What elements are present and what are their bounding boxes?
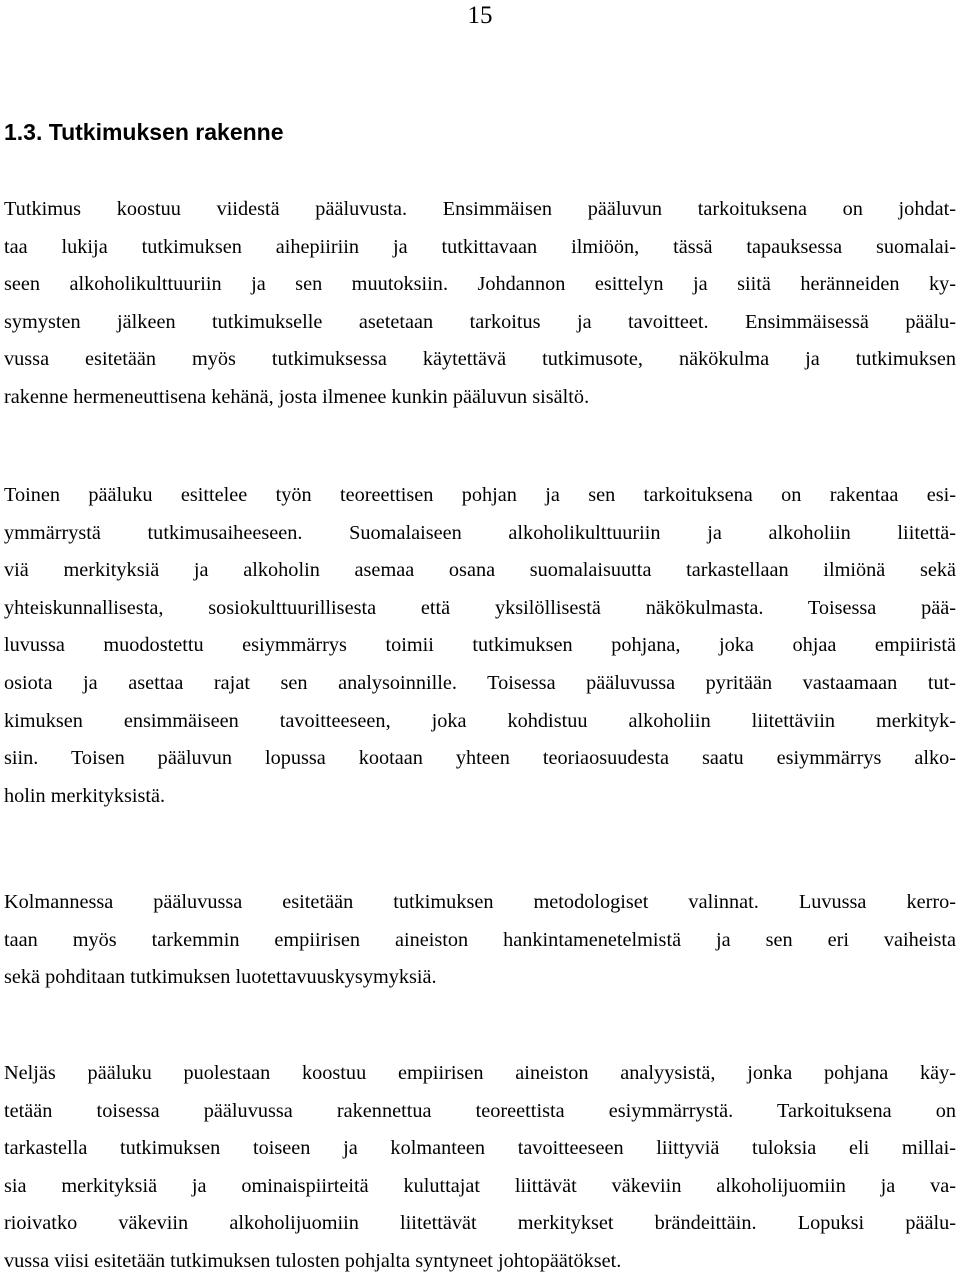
text-line: seen alkoholikulttuuriin ja sen muutoksiin. Johdannon esittelyn ja siitä heränneiden ky-	[4, 273, 956, 296]
paragraph-structure-overview	[4, 191, 956, 417]
text-line: kimuksen ensimmäiseen tavoitteeseen, joka kohdistuu alkoholiin liitettäviin merkityk-	[4, 709, 956, 732]
paragraph-chapter-three	[4, 884, 956, 997]
section-heading: 1.3. Tutkimuksen rakenne	[4, 119, 284, 145]
text-line: symysten jälkeen tutkimukselle asetetaan tarkoitus ja tavoitteet. Ensimmäisessä päälu-	[4, 310, 956, 333]
text-line: Toinen pääluku esittelee työn teoreettisen pohjan ja sen tarkoituksena on rakentaa esi-	[4, 484, 956, 506]
text-line: viä merkityksiä ja alkoholin asemaa osana suomalaisuutta tarkastellaan ilmiönä sekä	[4, 559, 956, 582]
text-line: taa lukija tutkimuksen aihepiiriin ja tutkittavaan ilmiöön, tässä tapauksessa suomalai-	[4, 235, 956, 258]
text-line: luvussa muodostettu esiymmärrys toimii tutkimuksen pohjana, joka ohjaa empiiristä	[4, 634, 956, 657]
text-line: siin. Toisen pääluvun lopussa kootaan yhteen teoriaosuudesta saatu esiymmärrys alko-	[4, 747, 956, 770]
text-line: vussa viisi esitetään tutkimuksen tulosten pohjalta syntyneet johtopäätökset.	[4, 1249, 622, 1272]
text-line: osiota ja asettaa rajat sen analysoinnille. Toisessa pääluvussa pyritään vastaamaan tut-	[4, 671, 956, 694]
page-number: 15	[467, 2, 493, 29]
paragraph-chapter-two	[4, 477, 956, 815]
text-line: sia merkityksiä ja ominaispiirteitä kuluttajat liittävät väkeviin alkoholijuomiin ja va-	[4, 1174, 956, 1197]
text-line: Tutkimus koostuu viidestä pääluvusta. Ensimmäisen pääluvun tarkoituksena on johdat-	[4, 198, 956, 220]
text-line: vussa esitetään myös tutkimuksessa käytettävä tutkimusote, näkökulma ja tutkimuksen	[4, 348, 956, 371]
text-line: tarkastella tutkimuksen toiseen ja kolmanteen tavoitteeseen liittyviä tuloksia eli millai-	[4, 1137, 956, 1160]
text-line: rioivatko väkeviin alkoholijuomiin liitettävät merkitykset brändeittäin. Lopuksi päälu-	[4, 1212, 956, 1235]
paragraph-chapter-four	[4, 1055, 956, 1281]
text-line: Neljäs pääluku puolestaan koostuu empiirisen aineiston analyysistä, jonka pohjana käy-	[4, 1062, 956, 1084]
text-line: Kolmannessa pääluvussa esitetään tutkimuksen metodologiset valinnat. Luvussa kerro-	[4, 891, 956, 913]
text-line: rakenne hermeneuttisena kehänä, josta ilmenee kunkin pääluvun sisältö.	[4, 385, 590, 408]
text-line: taan myös tarkemmin empiirisen aineiston hankintamenetelmistä ja sen eri vaiheista	[4, 928, 956, 951]
text-line: tetään toisessa pääluvussa rakennettua teoreettista esiymmärrystä. Tarkoituksena on	[4, 1099, 956, 1122]
text-line: holin merkityksistä.	[4, 784, 166, 807]
text-line: sekä pohditaan tutkimuksen luotettavuuskysymyksiä.	[4, 966, 437, 989]
text-line: yhteiskunnallisesta, sosiokulttuurillisesta että yksilöllisestä näkökulmasta. Toisessa pää-	[4, 596, 956, 619]
text-line: ymmärrystä tutkimusaiheeseen. Suomalaiseen alkoholikulttuuriin ja alkoholiin liitettä-	[4, 521, 956, 544]
